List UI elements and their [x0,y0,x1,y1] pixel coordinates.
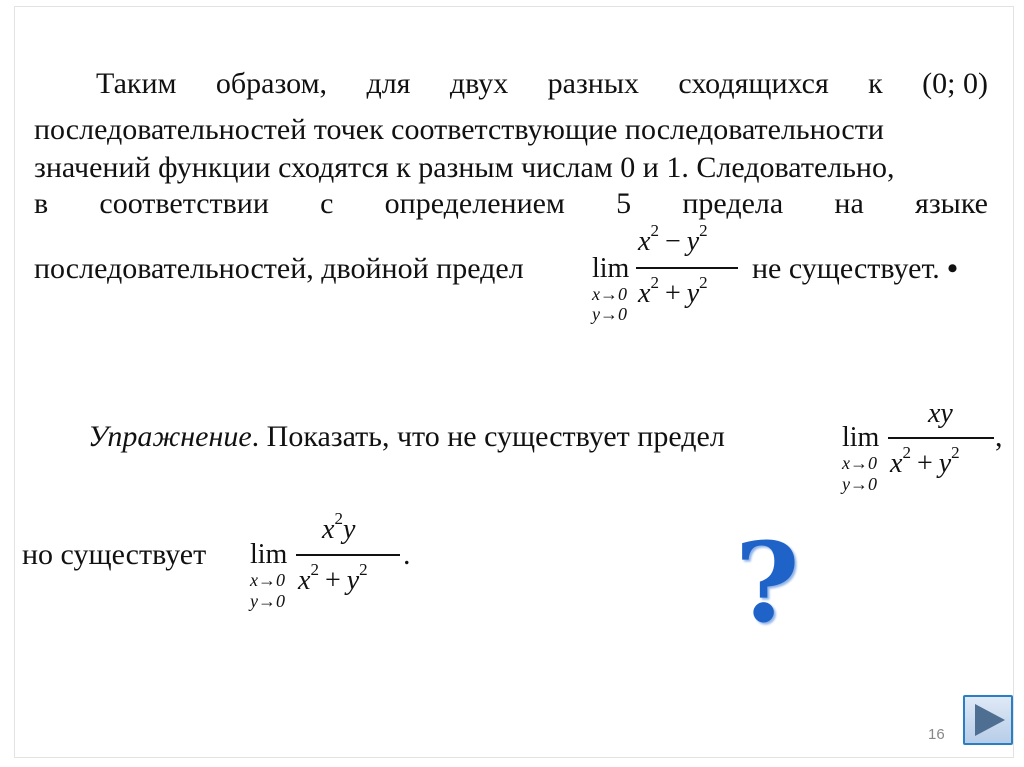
line4-word: языке [915,187,988,220]
bullet-marker: • [947,252,958,285]
line1-word: образом, [215,67,328,100]
fraction-numerator: $x^2 - y^2$ [638,221,708,257]
lim-sub-y: y→0 [842,474,877,494]
line1-word: к [868,67,883,100]
fraction-bar [888,437,994,439]
lim-sub-y: y→0 [250,591,285,611]
next-slide-button[interactable] [963,695,1013,745]
line4-word: определением [384,187,565,220]
lim-sub-y: y→0 [592,304,627,324]
lim-label: lim [250,539,288,570]
fraction-bar [296,554,400,556]
paragraph-line-1 [96,66,988,102]
trailing-period: . [403,538,411,571]
line1-word: (0; 0) [922,67,988,100]
paragraph-line-2: последовательностей точек соответствующие последовательности [34,113,884,146]
question-mark-icon: ? [735,518,800,647]
fraction-numerator: $x^2y$ [322,509,356,545]
line1-word: разных [547,67,640,100]
trailing-comma: , [995,420,1003,453]
line1-word: Таким [96,67,177,100]
line4-word: с [320,187,334,220]
line1-word: двух [449,67,509,100]
paragraph-line-3: значений функции сходятся к разным числам 0 и 1. Следовательно, [34,151,895,184]
fraction-denominator: $x^2 + y^2$ [298,560,368,596]
line4-word: предела [682,187,784,220]
line4-word: соответствии [99,187,269,220]
fraction-numerator: xy [928,398,953,429]
lim-label: lim [592,253,630,284]
line4-word: на [834,187,864,220]
line4-word: 5 [616,187,632,220]
exercise-sentence: Упражнение. Показать, что не существует предел [88,420,725,453]
fraction-denominator: $x^2 + y^2$ [638,273,708,309]
paragraph-line-4 [34,186,988,222]
line1-word: сходящихся [678,67,829,100]
fraction-bar [636,267,738,269]
page-number: 16 [928,726,945,743]
paragraph-line-5-text: последовательностей, двойной предел [34,252,524,285]
lim-sub-x: x→0 [250,570,285,590]
exercise-label: Упражнение [88,420,252,453]
play-triangle-icon [975,704,1005,736]
line4-word: в [34,187,49,220]
lim-label: lim [842,422,880,453]
paragraph-line-5-end: не существует. • [752,252,958,285]
second-sentence: но существует [22,538,207,571]
lim-sub-x: x→0 [842,453,877,473]
line1-word: для [366,67,411,100]
lim-sub-x: x→0 [592,284,627,304]
fraction-denominator: $x^2 + y^2$ [890,443,960,479]
